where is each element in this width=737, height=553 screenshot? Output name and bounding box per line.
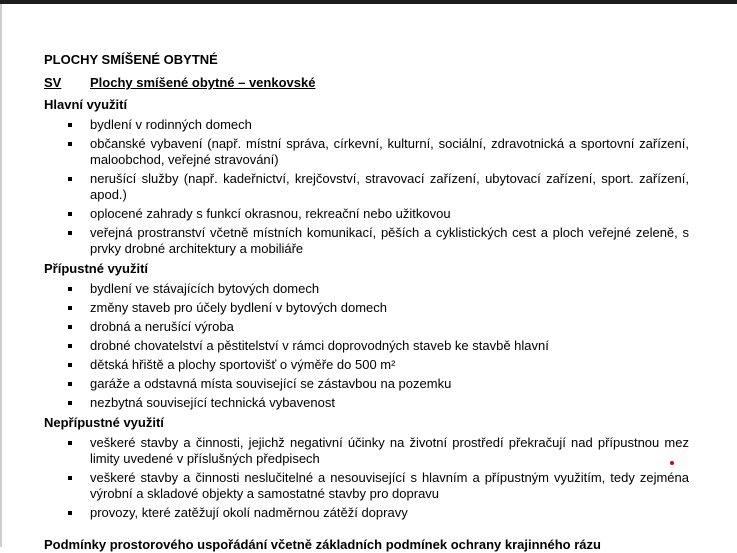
bullet-icon	[68, 344, 72, 348]
list-item	[44, 357, 689, 373]
list-item	[44, 338, 689, 354]
list-item-text: drobné chovatelství a pěstitelství v rámci doprovodných staveb ke stavbě hlavní	[90, 338, 549, 353]
bullet-icon	[68, 287, 72, 291]
bullet-icon	[68, 212, 72, 216]
list-item-text: dětská hřiště a plochy sportovišť o výměře do 500 m²	[90, 357, 396, 372]
list-item-text: oplocené zahrady s funkcí okrasnou, rekreační nebo užitkovou	[90, 206, 451, 221]
subtitle-code: SV	[44, 75, 62, 90]
bullet-icon	[68, 363, 72, 367]
list-item	[44, 470, 689, 502]
list-item	[44, 505, 689, 521]
annotation-marker	[670, 461, 674, 465]
bullet-icon	[68, 325, 72, 329]
next-section-heading: Podmínky prostorového uspořádání včetně základních podmínek ochrany krajinného rázu	[44, 537, 601, 552]
subtitle-text: Plochy smíšené obytné – venkovské	[90, 75, 316, 90]
list-item	[44, 319, 689, 335]
list-item	[44, 136, 689, 168]
page-title: PLOCHY SMÍŠENÉ OBYTNÉ	[44, 52, 218, 67]
list-item-text: nerušící služby (např. kadeřnictví, krejčovství, stravovací zařízení, ubytovací zařízení, sport. zařízení, apod.)	[90, 171, 689, 202]
list-item	[44, 395, 689, 411]
bullet-icon	[68, 142, 72, 146]
section-subtitle	[44, 75, 689, 91]
list-item	[44, 281, 689, 297]
list-item	[44, 376, 689, 392]
bullet-icon	[68, 231, 72, 235]
bullet-icon	[68, 401, 72, 405]
section-heading: Nepřípustné využití	[44, 415, 164, 430]
bullet-icon	[68, 476, 72, 480]
list-item-text: provozy, které zatěžují okolí nadměrnou zátěží dopravy	[90, 505, 408, 520]
section-heading: Přípustné využití	[44, 261, 149, 276]
list-item-text: občanské vybavení (např. místní správa, církevní, kulturní, sociální, zdravotnická a sportovní zařízení, maloobchod, veřejné stravování)	[90, 136, 689, 167]
list-item	[44, 206, 689, 222]
list-item	[44, 117, 689, 133]
list-item-text: garáže a odstavná místa související se zástavbou na pozemku	[90, 376, 452, 391]
list-item-text: nezbytná související technická vybavenost	[90, 395, 335, 410]
list-item-text: drobná a nerušící výroba	[90, 319, 234, 334]
bullet-list	[44, 281, 689, 411]
window-top-bar	[0, 0, 737, 4]
list-item-text: veškeré stavby a činnosti neslučitelné a nesouvisející s hlavním a přípustným využitím, tedy zejména výrobní a skladové objekty a samostatné stavby pro dopravu	[90, 470, 689, 501]
section-heading: Hlavní využití	[44, 97, 128, 112]
list-item-text: změny staveb pro účely bydlení v bytových domech	[90, 300, 387, 315]
list-item-text: bydlení v rodinných domech	[90, 117, 252, 132]
list-item	[44, 225, 689, 257]
bullet-list	[44, 117, 689, 257]
bullet-icon	[68, 511, 72, 515]
list-item	[44, 171, 689, 203]
bullet-icon	[68, 306, 72, 310]
bullet-icon	[68, 382, 72, 386]
list-item	[44, 300, 689, 316]
bullet-icon	[68, 123, 72, 127]
sections-container	[44, 97, 689, 521]
list-item-text: bydlení ve stávajících bytových domech	[90, 281, 320, 296]
page-edge	[0, 4, 2, 547]
list-item	[44, 435, 689, 467]
list-item-text: veřejná prostranství včetně místních komunikací, pěších a cyklistických cest a ploch veřejné zeleně, s prvky drobné architektury a mobiliáře	[90, 225, 689, 256]
bullet-list	[44, 435, 689, 521]
document-page	[44, 52, 689, 525]
list-item-text: veškeré stavby a činnosti, jejichž negativní účinky na životní prostředí překračují nad přípustnou mez limity uvedené v příslušných předpisech	[90, 435, 689, 466]
bullet-icon	[68, 177, 72, 181]
bullet-icon	[68, 441, 72, 445]
